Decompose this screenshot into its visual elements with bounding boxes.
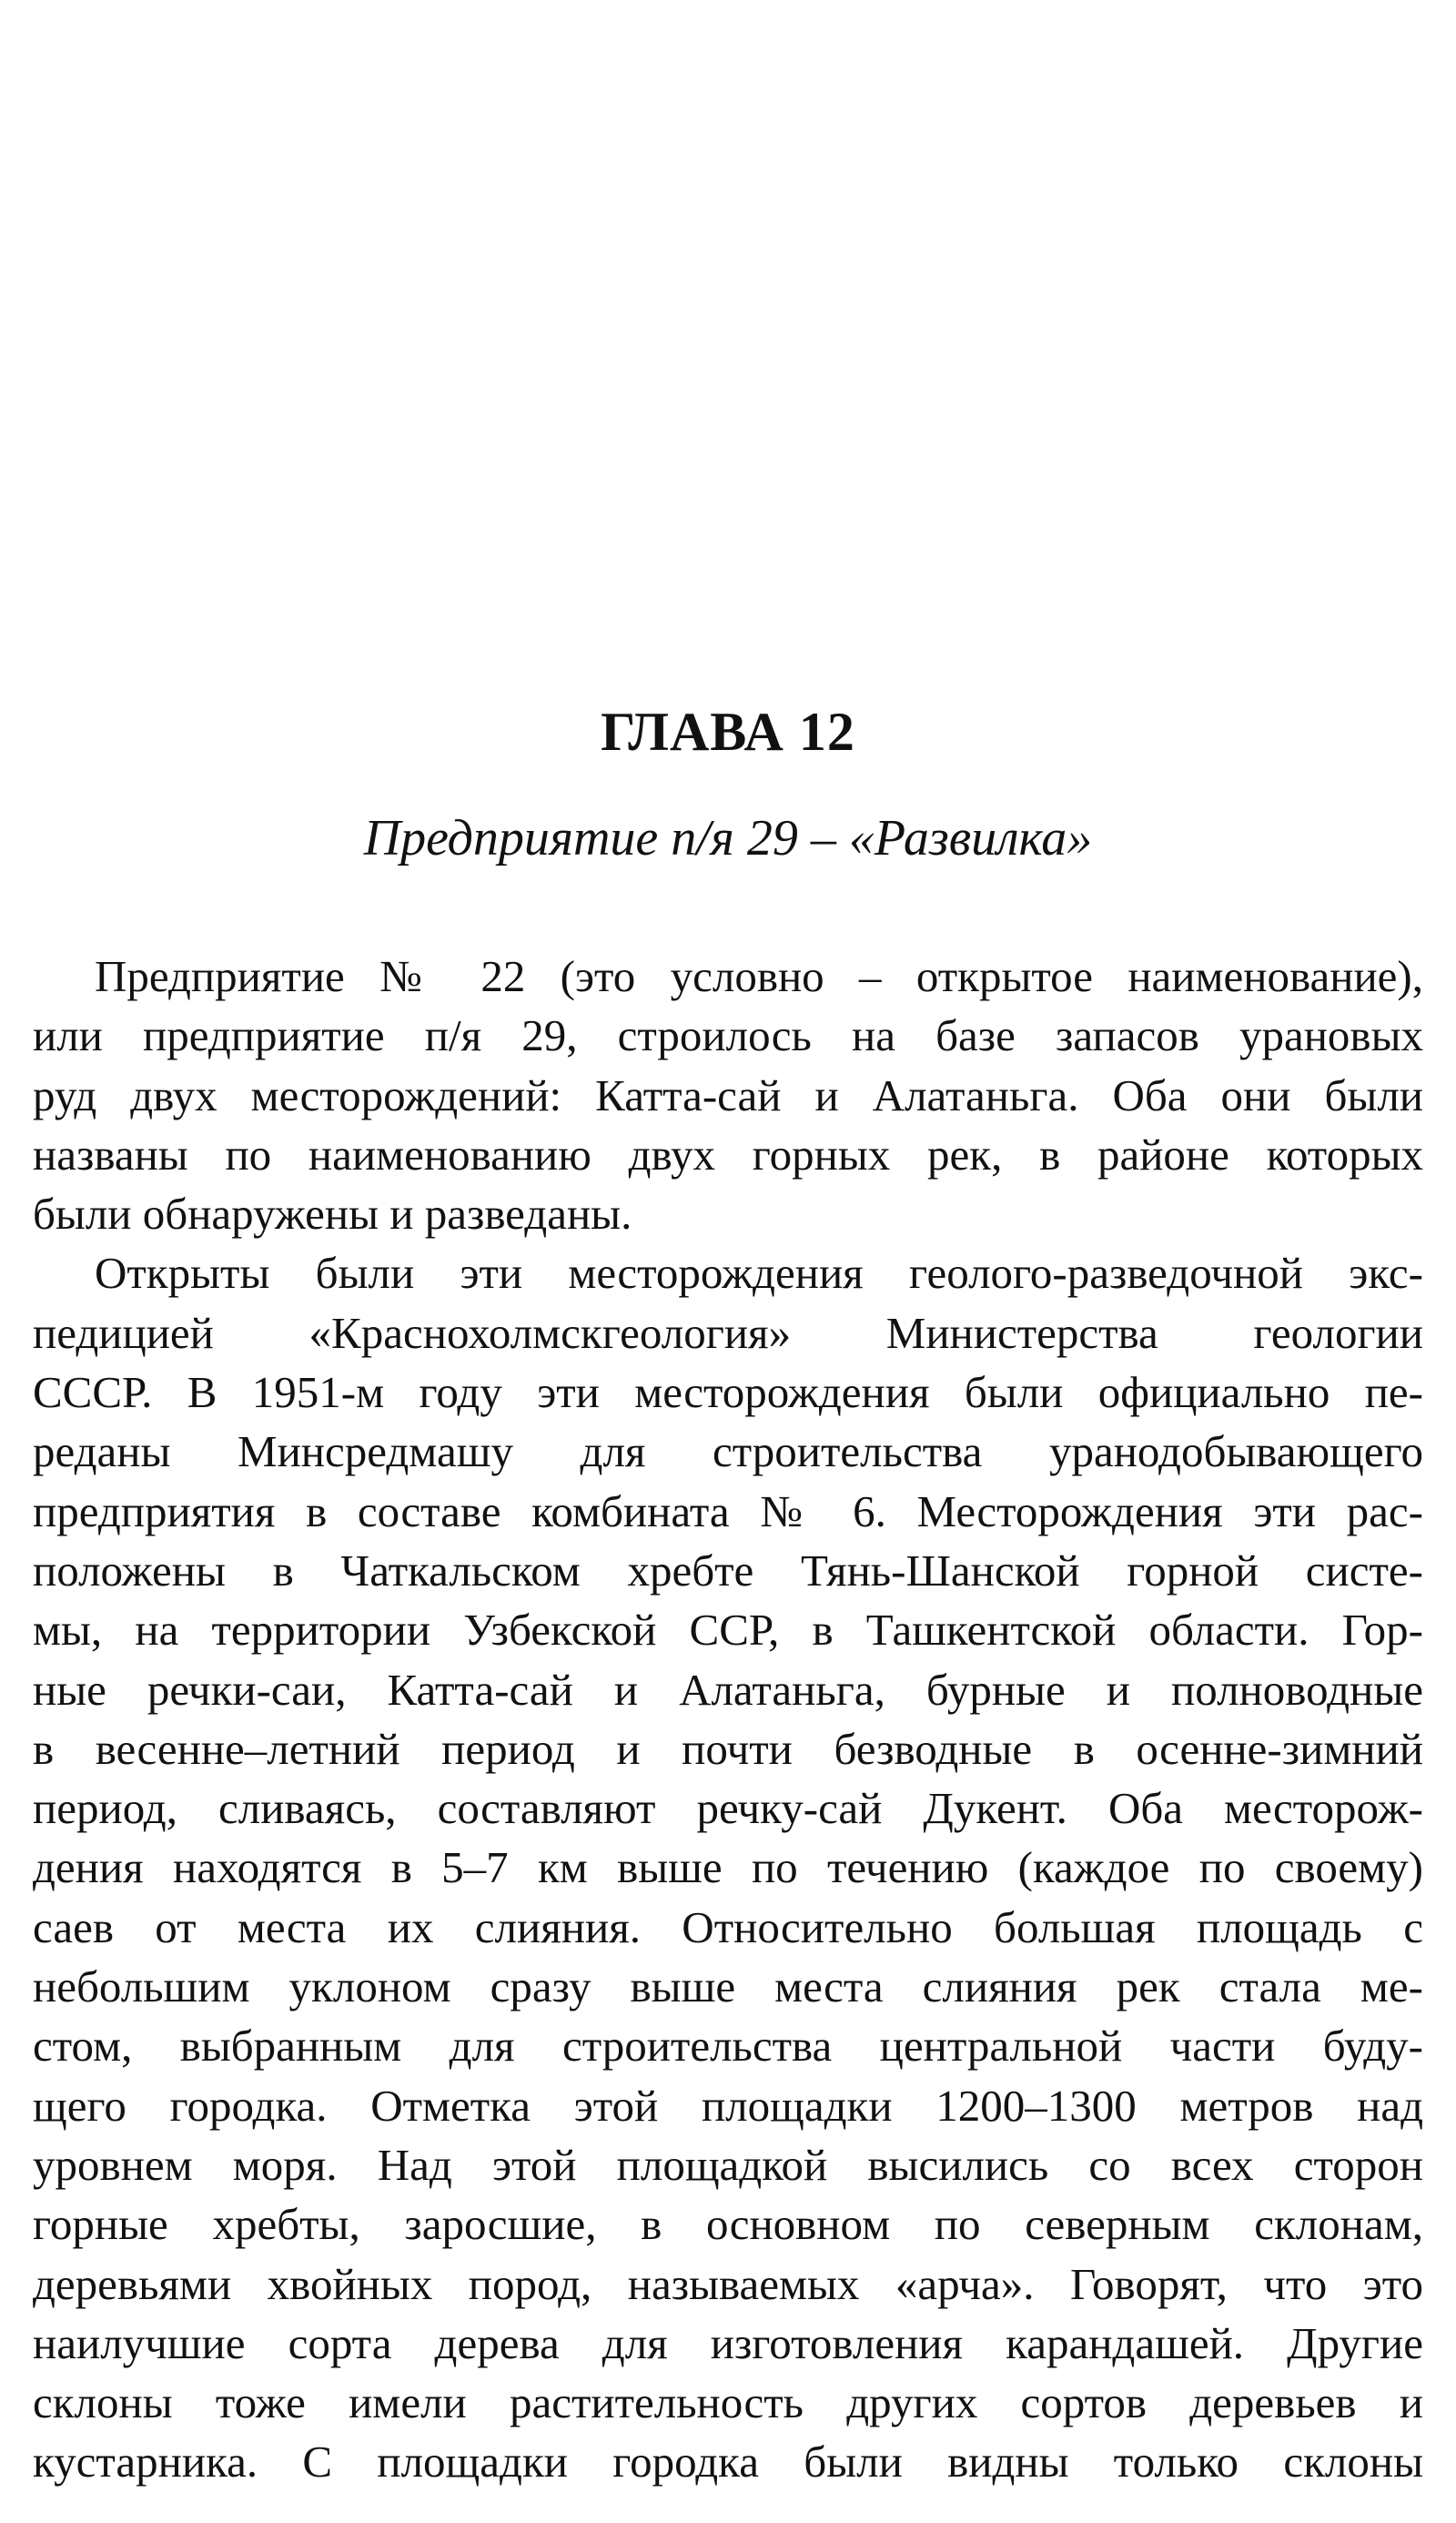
text-line: стом, выбранным для строительства центральной части буду- — [33, 2021, 1423, 2072]
text-line: положены в Чаткальском хребте Тянь-Шанской горной систе- — [33, 1545, 1423, 1596]
text-line: саев от места их слияния. Относительно большая площадь с — [33, 1901, 1423, 1952]
text-line: горные хребты, заросшие, в основном по северным склонам, — [33, 2199, 1423, 2250]
text-line: предприятия в составе комбината № 6. Месторождения эти рас- — [33, 1485, 1423, 1536]
text-line: руд двух месторождений: Катта-сай и Алатаньга. Оба они были — [33, 1069, 1423, 1120]
text-line: мы, на территории Узбекской ССР, в Ташкентской области. Гор- — [33, 1605, 1423, 1656]
text-line: педицией «Краснохолмскгеология» Министерства геологии — [33, 1307, 1423, 1358]
text-line: кустарника. С площадки городка были видны только склоны — [33, 2437, 1423, 2488]
text-line: уровнем моря. Над этой площадкой высились со всех сторон — [33, 2139, 1423, 2190]
text-line: небольшим уклоном сразу выше места слияния рек стала ме- — [33, 1961, 1423, 2012]
text-line: Открыты были эти месторождения геолого-разведочной экс- — [95, 1248, 1423, 1299]
text-line: период, сливаясь, составляют речку-сай Дукент. Оба месторож- — [33, 1783, 1423, 1834]
text-line: реданы Минсредмашу для строительства уранодобывающего — [33, 1426, 1423, 1477]
paragraph — [33, 947, 1423, 1243]
book-page — [33, 0, 1423, 2523]
text-line: деревьями хвойных пород, называемых «арча». Говорят, что это — [33, 2258, 1423, 2309]
text-line: СССР. В 1951-м году эти месторождения были официально пе- — [33, 1367, 1423, 1418]
text-line: склоны тоже имели растительность других сортов деревьев и — [33, 2377, 1423, 2428]
text-line: наилучшие сорта дерева для изготовления карандашей. Другие — [33, 2317, 1423, 2368]
text-line: ные речки-саи, Катта-сай и Алатаньга, бурные и полноводные — [33, 1664, 1423, 1715]
text-line: или предприятие п/я 29, строилось на базе запасов урановых — [33, 1010, 1423, 1061]
text-line: в весенне–летний период и почти безводные в осенне-зимний — [33, 1723, 1423, 1774]
text-line: были обнаружены и разведаны. — [33, 1189, 632, 1240]
text-line: дения находятся в 5–7 км выше по течению (каждое по своему) — [33, 1842, 1423, 1893]
chapter-title: ГЛАВА 12 — [601, 702, 855, 762]
text-line: щего городка. Отметка этой площадки 1200–1300 метров над — [33, 2080, 1423, 2131]
paragraph — [33, 1243, 1423, 2491]
body-text — [33, 947, 1423, 2492]
text-line: названы по наименованию двух горных рек, в районе которых — [33, 1129, 1423, 1180]
chapter-subtitle: Предприятие п/я 29 – «Развилка» — [363, 810, 1093, 866]
text-line: Предприятие № 22 (это условно – открытое наименование), — [95, 951, 1423, 1001]
